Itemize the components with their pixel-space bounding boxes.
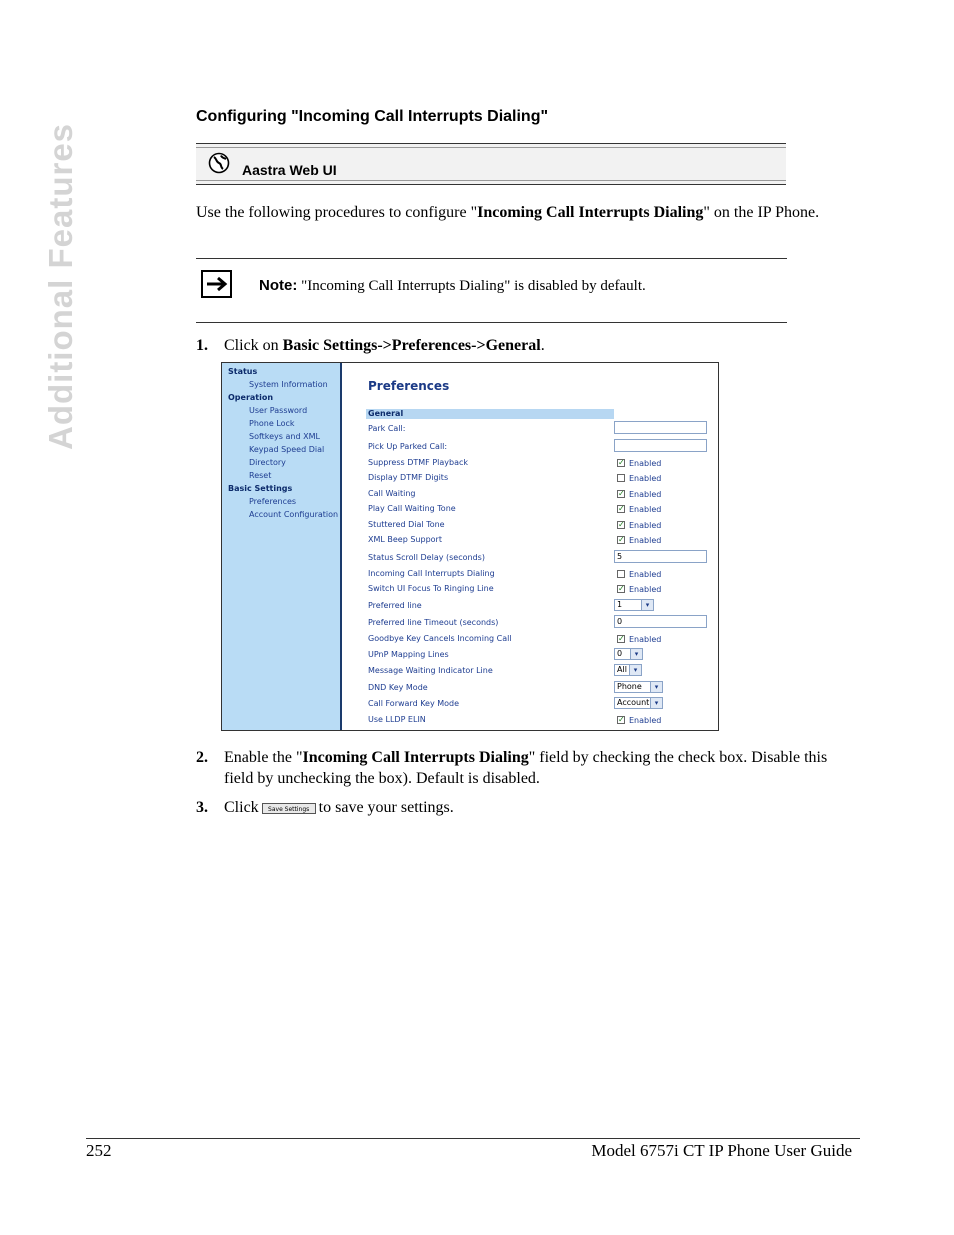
preference-dropdown[interactable] [614, 599, 654, 611]
preference-dropdown[interactable] [614, 664, 642, 676]
webui-label: Aastra Web UI [242, 162, 337, 178]
enabled-label: Enabled [629, 570, 662, 579]
preference-label: Preferred line Timeout (seconds) [368, 618, 499, 627]
preference-label: Suppress DTMF Playback [368, 458, 469, 467]
sidebar-nav-item[interactable]: Softkeys and XML [249, 432, 320, 441]
sidebar-nav-item[interactable]: Preferences [249, 497, 297, 506]
step-1: 1. Click on Basic Settings->Preferences->General. [196, 337, 545, 354]
dropdown-value: 0 [617, 649, 623, 658]
dropdown-value: 1 [617, 600, 623, 609]
step-2: 2. Enable the "Incoming Call Interrupts Dialing" field by checking the check box. Disable this field by unchecking the box). Default is disabled. [196, 749, 828, 787]
preference-label: Pick Up Parked Call: [368, 442, 448, 451]
enabled-label: Enabled [629, 521, 662, 530]
enabled-label: Enabled [629, 490, 662, 499]
web-ui-sidebar [222, 363, 342, 730]
preference-label: Play Call Waiting Tone [368, 504, 456, 513]
dropdown-value: Phone [617, 682, 642, 691]
sidebar-nav-item[interactable]: Reset [249, 471, 272, 480]
preference-checkbox[interactable]: ✓ [618, 504, 625, 513]
sidebar-nav-item[interactable]: Phone Lock [249, 419, 295, 428]
enabled-label: Enabled [629, 474, 662, 483]
preference-text-field[interactable] [614, 421, 707, 434]
footer-rule [86, 1138, 860, 1139]
preference-label: XML Beep Support [368, 535, 442, 544]
preference-dropdown[interactable] [614, 697, 663, 709]
preferences-panel [342, 363, 718, 730]
preference-label: DND Key Mode [368, 683, 428, 692]
preference-checkbox[interactable]: ✓ [618, 520, 625, 529]
dropdown-value: Account [617, 698, 650, 707]
preference-label: Park Call: [368, 424, 406, 433]
preferences-title: Preferences [368, 379, 450, 393]
globe-icon [208, 152, 230, 174]
enabled-label: Enabled [629, 585, 662, 594]
sidebar-nav-item[interactable]: Status [228, 367, 258, 376]
preference-checkbox[interactable]: ✓ [618, 634, 625, 643]
preference-dropdown[interactable] [614, 681, 663, 693]
preference-label: Message Waiting Indicator Line [368, 666, 493, 675]
chevron-down-icon[interactable]: ▾ [650, 682, 662, 692]
preference-label: Switch UI Focus To Ringing Line [368, 584, 494, 593]
preferences-screenshot [221, 362, 719, 731]
note-text: Note: "Incoming Call Interrupts Dialing" is disabled by default. [259, 277, 646, 294]
note-box [196, 258, 787, 323]
page-number: 252 [86, 1141, 112, 1160]
enabled-label: Enabled [629, 635, 662, 644]
save-settings-button[interactable]: Save Settings [262, 803, 316, 814]
preference-label: Goodbye Key Cancels Incoming Call [368, 634, 512, 643]
guide-title: Model 6757i CT IP Phone User Guide [591, 1141, 852, 1160]
preference-text-field[interactable]: 0 [614, 615, 707, 628]
preference-checkbox[interactable] [617, 570, 625, 578]
enabled-label: Enabled [629, 716, 662, 725]
preference-text-field[interactable]: 5 [614, 550, 707, 563]
sidebar-nav-item[interactable]: Account Configuration [249, 510, 339, 519]
general-group-header: General [366, 409, 614, 419]
preference-text-field[interactable] [614, 439, 707, 452]
enabled-label: Enabled [629, 459, 662, 468]
preference-checkbox[interactable]: ✓ [618, 458, 625, 467]
preference-label: Call Waiting [368, 489, 416, 498]
preference-label: Status Scroll Delay (seconds) [368, 553, 485, 562]
preference-label: Stuttered Dial Tone [368, 520, 445, 529]
preference-checkbox[interactable]: ✓ [618, 584, 625, 593]
preference-label: Call Forward Key Mode [368, 699, 460, 708]
sidebar-nav-item[interactable]: System Information [249, 380, 328, 389]
section-heading: Configuring "Incoming Call Interrupts Dialing" [196, 108, 549, 125]
webui-banner [196, 143, 786, 185]
dropdown-value: All [617, 665, 627, 674]
preference-label: UPnP Mapping Lines [368, 650, 449, 659]
chevron-down-icon[interactable]: ▾ [650, 698, 662, 708]
intro-paragraph: Use the following procedures to configure "Incoming Call Interrupts Dialing" on the IP Phone. [196, 204, 820, 221]
preference-checkbox[interactable]: ✓ [618, 535, 625, 544]
preference-label: Preferred line [368, 601, 422, 610]
sidebar-nav-item[interactable]: Basic Settings [228, 484, 293, 493]
preference-dropdown[interactable] [614, 648, 643, 660]
sidebar-nav-item[interactable]: User Password [249, 406, 308, 415]
preference-label: Incoming Call Interrupts Dialing [368, 569, 495, 578]
sidebar-nav-item[interactable]: Directory [249, 458, 286, 467]
side-chapter-title: Additional Features [42, 122, 79, 450]
chevron-down-icon[interactable]: ▾ [641, 600, 653, 610]
enabled-label: Enabled [629, 505, 662, 514]
sidebar-nav-item[interactable]: Operation [228, 393, 274, 402]
sidebar-nav-item[interactable]: Keypad Speed Dial [249, 445, 325, 454]
chevron-down-icon[interactable]: ▾ [630, 649, 642, 659]
preference-checkbox[interactable]: ✓ [618, 715, 625, 724]
chevron-down-icon[interactable]: ▾ [629, 665, 641, 675]
preference-label: Use LLDP ELIN [368, 715, 426, 724]
arrow-right-icon [201, 270, 232, 298]
preference-label: Display DTMF Digits [368, 473, 449, 482]
enabled-label: Enabled [629, 536, 662, 545]
preference-checkbox[interactable]: ✓ [618, 489, 625, 498]
preference-checkbox[interactable] [617, 474, 625, 482]
step-3: 3. Click Save Settings to save your settings. [196, 799, 454, 816]
